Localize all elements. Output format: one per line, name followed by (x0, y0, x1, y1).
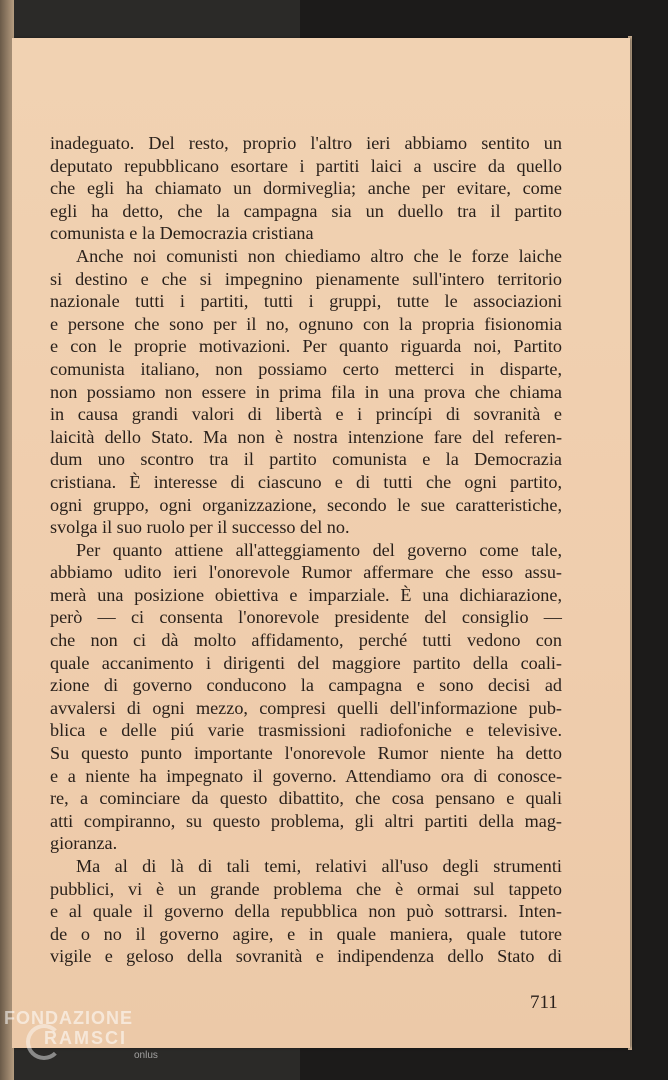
text-line: e con le proprie motivazioni. Per quanto riguarda noi, Partito (50, 336, 562, 357)
text-line: che non ci dà molto affidamento, perché tutti vedono con (50, 630, 562, 651)
text-line: avvalersi di ogni mezzo, compresi quelli dell'informazione pub- (50, 697, 562, 718)
text-line: in causa grandi valori di libertà e i princípi di sovranità e (50, 404, 562, 425)
text-line: però — ci consenta l'onorevole presidente del consiglio — (50, 607, 562, 628)
text-line: blica e delle piú varie trasmissioni radiofoniche e televisive. (50, 720, 562, 741)
body-text (50, 132, 562, 968)
text-line: ogni gruppo, ogni organizzazione, secondo le sue caratteristiche, (50, 494, 562, 515)
text-line: svolga il suo ruolo per il successo del no. (50, 517, 350, 538)
text-line: de o no il governo agire, e in quale maniera, quale tutore (50, 923, 562, 944)
text-line: Ma al di là di tali temi, relativi all'uso degli strumenti (76, 856, 562, 876)
text-line: cristiana. È interesse di ciascuno e di tutti che ogni partito, (50, 471, 562, 492)
text-line: e a niente ha impegnato il governo. Attendiamo ora di conosce- (50, 765, 562, 786)
text-line: Anche noi comunisti non chiediamo altro che le forze laiche (76, 245, 562, 266)
text-line: si destino e che si impegnino pienamente sull'intero territorio (50, 268, 562, 289)
text-line: zione di governo conducono la campagna e sono decisi ad (50, 675, 562, 696)
text-line: e al quale il governo della repubblica non può sottrarsi. Inten- (50, 901, 562, 922)
text-line: Su questo punto importante l'onorevole Rumor niente ha detto (50, 743, 562, 764)
watermark-line-1: FONDAZIONE (4, 1008, 133, 1028)
text-line: dum uno scontro tra il partito comunista e la Democrazia (50, 449, 562, 470)
text-line: merà una posizione obiettiva e imparziale. È una dichiarazione, (50, 584, 562, 605)
text-line: egli ha detto, che la campagna sia un duello tra il partito (50, 200, 562, 221)
text-line: atti compiranno, su questo problema, gli altri partiti della mag- (50, 810, 562, 831)
text-line: comunista italiano, non possiamo certo metterci in disparte, (50, 358, 562, 379)
text-line: Per quanto attiene all'atteggiamento del governo come tale, (76, 539, 562, 560)
watermark-line-2: RAMSCI (44, 1028, 127, 1048)
text-line: abbiamo udito ieri l'onorevole Rumor affermare che esso assu- (50, 562, 562, 583)
text-line: inadeguato. Del resto, proprio l'altro ieri abbiamo sentito un (50, 133, 562, 153)
text-line: deputato repubblicano esortare i partiti laici a uscire da quello (50, 155, 562, 176)
text-line: comunista e la Democrazia cristiana (50, 223, 314, 244)
fondazione-gramsci-watermark (4, 1008, 174, 1074)
text-line: e persone che sono per il no, ognuno con la propria fisionomia (50, 313, 562, 334)
text-line: gioranza. (50, 833, 118, 854)
text-line: che egli ha chiamato un dormiveglia; anche per evitare, come (50, 178, 562, 199)
text-line: laicità dello Stato. Ma non è nostra intenzione fare del referen- (50, 426, 562, 447)
page-number: 711 (530, 992, 558, 1013)
text-line: vigile e geloso della sovranità e indipendenza dello Stato di (50, 946, 562, 967)
text-line: nazionale tutti i partiti, tutti i gruppi, tutte le associazioni (50, 291, 562, 312)
text-line: non possiamo non essere in prima fila in una prova che chiama (50, 381, 562, 402)
text-line: re, a cominciare da questo dibattito, che cosa pensano e quali (50, 788, 562, 809)
text-line: pubblici, vi è un grande problema che è ormai sul tappeto (50, 878, 562, 899)
watermark-onlus: onlus (134, 1050, 158, 1061)
text-line: quale accanimento i dirigenti del maggiore partito della coali- (50, 652, 562, 673)
